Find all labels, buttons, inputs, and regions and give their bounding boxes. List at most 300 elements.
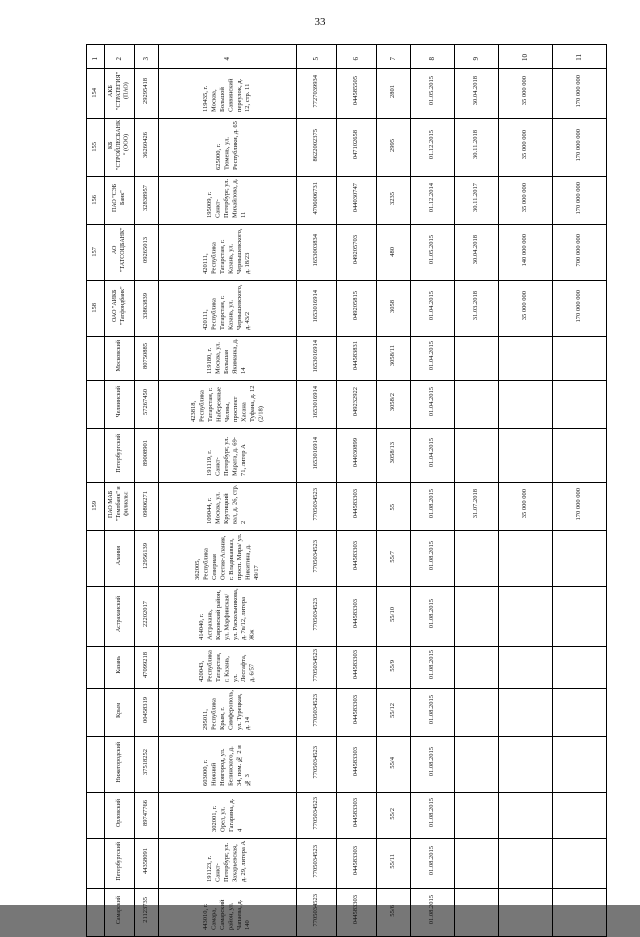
cell-date2: [455, 225, 499, 281]
cell-amt1: [499, 793, 553, 839]
cell-text-address: 625000, г. Тюмень, ул. Республики, д. 65: [214, 121, 239, 170]
cell-text-reg: 55/4: [389, 756, 397, 769]
cell-text-inn: 1653016914: [312, 436, 320, 470]
cell-text-code: 57267450: [142, 389, 150, 415]
cell-text-reg: 480: [389, 246, 397, 257]
cell-address: [159, 839, 297, 889]
cell-date2: [455, 793, 499, 839]
cell-text-amt1: 35 000 000: [521, 489, 529, 519]
column-number-label: 7: [388, 57, 397, 61]
cell-text-address: 603000, г. Нижний Новгород, ул. Белинского, д. 34, пом. № 2 и № 3: [202, 745, 252, 786]
column-number-label: 5: [311, 57, 320, 61]
column-number-label: 6: [351, 57, 360, 61]
cell-text-bik: 044030747: [352, 183, 360, 213]
cell-bik: [337, 69, 377, 119]
cell-date2: [455, 119, 499, 177]
cell-text-name: Астраханский: [115, 596, 122, 632]
cell-text-amt2: 170 000 000: [575, 74, 583, 108]
cell-amt2: [553, 647, 607, 689]
cell-text-address: 420111, Республика Татарстан, г. Казань, ул. Чернышевского, д. 43/2: [202, 284, 252, 330]
cell-bik: [337, 119, 377, 177]
cell-code: [135, 737, 159, 793]
cell-text-amt1: 35 000 000: [521, 291, 529, 321]
cell-text-num: 155: [91, 141, 99, 152]
cell-date2: [455, 381, 499, 429]
cell-text-code: 80750885: [142, 343, 150, 369]
cell-text-amt1: 35 000 000: [521, 183, 529, 213]
cell-text-bik: 044583831: [352, 341, 360, 371]
cell-inn: [297, 647, 337, 689]
cell-text-inn: 7705034523: [312, 844, 320, 878]
cell-inn: [297, 587, 337, 647]
cell-text-inn: 1653016914: [312, 385, 320, 419]
cell-text-name: Казань: [115, 656, 122, 674]
cell-text-name: Нижегородский: [115, 741, 122, 783]
cell-num: [87, 119, 105, 177]
cell-amt1: [499, 737, 553, 793]
cell-text-amt1: 35 000 000: [521, 76, 529, 106]
cell-inn: [297, 69, 337, 119]
table-row: [87, 689, 607, 737]
cell-amt2: [553, 793, 607, 839]
cell-reg: [377, 647, 411, 689]
cell-name: [105, 889, 135, 937]
cell-code: [135, 119, 159, 177]
cell-text-address: 302001, г. Орел, ул. Гагарина, д. 4: [210, 798, 243, 832]
cell-text-code: 47099218: [142, 652, 150, 678]
cell-text-inn: 7705034523: [312, 893, 320, 927]
cell-bik: [337, 429, 377, 483]
cell-reg: [377, 587, 411, 647]
cell-amt2: [553, 737, 607, 793]
cell-amt2: [553, 587, 607, 647]
cell-text-amt2: 700 000 000: [575, 233, 583, 267]
cell-inn: [297, 689, 337, 737]
table-row: [87, 337, 607, 381]
cell-text-amt2: 170 000 000: [575, 487, 583, 521]
cell-address: [159, 483, 297, 531]
cell-bik: [337, 381, 377, 429]
cell-address: [159, 177, 297, 225]
column-number-header: [105, 45, 135, 69]
table-row: [87, 737, 607, 793]
column-number-label: 4: [222, 57, 231, 61]
cell-address: [159, 889, 297, 937]
cell-address: [159, 429, 297, 483]
cell-text-inn: 1653016914: [312, 339, 320, 373]
cell-inn: [297, 429, 337, 483]
cell-text-code: 29295418: [142, 78, 150, 104]
cell-bik: [337, 337, 377, 381]
cell-num: [87, 429, 105, 483]
cell-text-address: 420111, Республика Татарстан, г. Казань, ул. Чернышевского, д. 18/23: [202, 228, 252, 274]
cell-date1: [411, 793, 455, 839]
cell-text-name: ПАО "СЭБ Банк": [111, 183, 126, 213]
cell-code: [135, 647, 159, 689]
cell-amt2: [553, 177, 607, 225]
cell-name: [105, 429, 135, 483]
cell-text-inn: 7705034523: [312, 745, 320, 779]
cell-name: [105, 839, 135, 889]
cell-name: [105, 737, 135, 793]
cell-name: [105, 337, 135, 381]
cell-date1: [411, 119, 455, 177]
cell-text-amt2: 170 000 000: [575, 181, 583, 215]
cell-bik: [337, 177, 377, 225]
cell-reg: [377, 429, 411, 483]
cell-date2: [455, 69, 499, 119]
page-number: 33: [314, 16, 326, 28]
column-number-header: [135, 45, 159, 69]
cell-date2: [455, 531, 499, 587]
cell-date2: [455, 839, 499, 889]
cell-text-bik: 044583303: [352, 798, 360, 828]
cell-text-reg: 2995: [389, 138, 397, 152]
cell-text-reg: 55/2: [389, 807, 397, 820]
cell-reg: [377, 381, 411, 429]
cell-code: [135, 483, 159, 531]
cell-date2: [455, 889, 499, 937]
cell-text-inn: 8622002375: [312, 128, 320, 162]
cell-text-date1: 01.08.2015: [428, 695, 436, 725]
cell-date2: [455, 737, 499, 793]
cell-text-bik: 044583303: [352, 895, 360, 925]
cell-text-name: Самарский: [115, 895, 122, 925]
cell-amt1: [499, 119, 553, 177]
cell-text-address: 109044, г. Москва, ул. Крутицкий вал, д. 26, стр. 2: [206, 484, 248, 524]
cell-text-bik: 049232922: [352, 387, 360, 417]
cell-bik: [337, 737, 377, 793]
cell-inn: [297, 381, 337, 429]
table-row: [87, 531, 607, 587]
cell-date1: [411, 889, 455, 937]
cell-date2: [455, 647, 499, 689]
cell-inn: [297, 225, 337, 281]
cell-text-code: 89747766: [142, 800, 150, 826]
cell-amt2: [553, 337, 607, 381]
cell-text-reg: 3058/2: [389, 392, 397, 412]
cell-name: [105, 483, 135, 531]
cell-date1: [411, 225, 455, 281]
cell-text-reg: 3058: [389, 299, 397, 313]
cell-amt1: [499, 647, 553, 689]
cell-text-reg: 55/9: [389, 659, 397, 672]
column-number-label: 8: [427, 57, 436, 61]
cell-text-name: Крым: [115, 702, 122, 718]
cell-amt2: [553, 381, 607, 429]
cell-num: [87, 225, 105, 281]
cell-date2: [455, 337, 499, 381]
cell-text-num: 157: [91, 246, 99, 257]
cell-text-reg: 55/12: [389, 702, 397, 718]
cell-text-reg: 2801: [389, 84, 397, 98]
cell-amt1: [499, 281, 553, 337]
cell-code: [135, 429, 159, 483]
cell-reg: [377, 689, 411, 737]
cell-code: [135, 381, 159, 429]
cell-text-num: 154: [91, 87, 99, 98]
cell-text-date1: 01.12.2014: [428, 183, 436, 213]
table-row: [87, 889, 607, 937]
cell-amt1: [499, 381, 553, 429]
cell-name: [105, 531, 135, 587]
cell-text-name: КБ "СТРОЙЛЕСБАНК" (ООО): [107, 120, 130, 170]
cell-text-inn: 7705034523: [312, 539, 320, 573]
cell-text-address: 443010, г. Самара, Самарский район, ул. Чапаева, д. 140: [202, 899, 252, 930]
cell-text-bik: 047102658: [352, 130, 360, 160]
column-number-label: 1: [90, 57, 99, 61]
cell-code: [135, 531, 159, 587]
cell-inn: [297, 737, 337, 793]
cell-text-amt2: 170 000 000: [575, 128, 583, 162]
cell-amt2: [553, 225, 607, 281]
column-number-header: [499, 45, 553, 69]
cell-reg: [377, 119, 411, 177]
cell-text-inn: 7705034523: [312, 648, 320, 682]
cell-text-address: 195009, г. Санкт-Петербург, ул. Михайлова, д. 11: [206, 178, 248, 218]
cell-text-date1: 01.04.2015: [428, 341, 436, 371]
cell-amt2: [553, 839, 607, 889]
cell-bik: [337, 225, 377, 281]
cell-text-date1: 01.08.2015: [428, 650, 436, 680]
cell-text-date2: 31.07.2018: [472, 489, 480, 519]
cell-address: [159, 69, 297, 119]
table-row: [87, 587, 607, 647]
cell-text-address: 191119, г. Санкт-Петербург, ул. Марата, д. 69-71, литер А: [206, 436, 248, 476]
cell-text-code: 89008901: [142, 440, 150, 466]
cell-text-code: 36260426: [142, 132, 150, 158]
cell-text-date1: 01.08.2015: [428, 798, 436, 828]
cell-reg: [377, 889, 411, 937]
cell-num: [87, 381, 105, 429]
cell-num: [87, 889, 105, 937]
cell-date1: [411, 337, 455, 381]
table-row: [87, 69, 607, 119]
cell-text-name: Московский: [115, 340, 122, 372]
cell-text-name: Петербургский: [115, 433, 122, 473]
column-number-header: [159, 45, 297, 69]
cell-text-date1: 01.04.2015: [428, 438, 436, 468]
cell-text-name: Петербургский: [115, 841, 122, 881]
cell-date1: [411, 177, 455, 225]
table-row: [87, 429, 607, 483]
cell-text-inn: 7705034523: [312, 796, 320, 830]
cell-text-date2: 30.11.2018: [472, 130, 480, 160]
cell-text-name: ПАО МАБ "Темпбанк" и филиалы:: [107, 486, 130, 522]
cell-text-name: АКБ "СТРАТЕГИЯ" (ПАО): [107, 71, 130, 111]
cell-date1: [411, 647, 455, 689]
cell-name: [105, 281, 135, 337]
cell-amt2: [553, 689, 607, 737]
cell-address: [159, 281, 297, 337]
cell-amt1: [499, 531, 553, 587]
cell-text-date1: 01.08.2015: [428, 489, 436, 519]
cell-text-date2: 31.03.2018: [472, 291, 480, 321]
cell-reg: [377, 69, 411, 119]
cell-text-date1: 01.08.2015: [428, 599, 436, 629]
cell-text-code: 09806271: [142, 491, 150, 517]
cell-num: [87, 587, 105, 647]
cell-num: [87, 839, 105, 889]
cell-text-name: ОАО "АИКБ "Татфондбанк": [111, 286, 126, 326]
table-row: [87, 647, 607, 689]
cell-text-date1: 01.12.2015: [428, 130, 436, 160]
cell-text-reg: 55/6: [389, 904, 397, 917]
cell-code: [135, 69, 159, 119]
cell-text-bik: 044583303: [352, 489, 360, 519]
cell-text-address: 414040, г. Астрахань, Кировский район, ул. Марфинская/ ул. Раскольникова, д. 7в/12, литера Жж: [197, 588, 256, 640]
cell-address: [159, 531, 297, 587]
cell-amt1: [499, 429, 553, 483]
cell-text-amt1: 35 000 000: [521, 130, 529, 160]
cell-reg: [377, 839, 411, 889]
cell-date2: [455, 689, 499, 737]
column-number-label: 10: [520, 53, 529, 61]
cell-text-num: 158: [91, 302, 99, 313]
cell-inn: [297, 337, 337, 381]
cell-text-bik: 044583303: [352, 695, 360, 725]
cell-address: [159, 225, 297, 281]
cell-bik: [337, 483, 377, 531]
cell-name: [105, 647, 135, 689]
table-row: [87, 839, 607, 889]
table-row: [87, 793, 607, 839]
cell-inn: [297, 177, 337, 225]
cell-text-date1: 01.08.2015: [428, 747, 436, 777]
cell-address: [159, 793, 297, 839]
cell-inn: [297, 483, 337, 531]
cell-num: [87, 281, 105, 337]
cell-name: [105, 119, 135, 177]
cell-name: [105, 225, 135, 281]
cell-name: [105, 381, 135, 429]
cell-text-address: 420043, Республика Татарстан, г. Казань, ул. Лесгафта, д. 6/57: [197, 650, 256, 682]
cell-text-reg: 55/11: [389, 853, 397, 869]
cell-amt1: [499, 839, 553, 889]
cell-amt1: [499, 225, 553, 281]
cell-date2: [455, 177, 499, 225]
cell-text-reg: 3235: [389, 191, 397, 205]
cell-text-name: Орловский: [115, 798, 122, 828]
cell-amt2: [553, 281, 607, 337]
cell-text-date1: 01.08.2015: [428, 895, 436, 925]
column-number-header: [411, 45, 455, 69]
cell-num: [87, 483, 105, 531]
cell-text-code: 21123735: [142, 897, 150, 923]
cell-name: [105, 689, 135, 737]
cell-date1: [411, 531, 455, 587]
cell-text-code: 32838957: [142, 185, 150, 211]
cell-date1: [411, 429, 455, 483]
cell-date2: [455, 587, 499, 647]
cell-name: [105, 69, 135, 119]
cell-text-address: 191123, г. Санкт-Петербург, ул. Захарьевская, д. 29, литера А: [206, 840, 248, 882]
cell-text-name: Алания: [115, 546, 122, 566]
cell-inn: [297, 281, 337, 337]
cell-bik: [337, 689, 377, 737]
cell-inn: [297, 839, 337, 889]
cell-date1: [411, 281, 455, 337]
column-number-header: [297, 45, 337, 69]
table-row: [87, 483, 607, 531]
cell-date1: [411, 737, 455, 793]
table-row: [87, 225, 607, 281]
cell-date1: [411, 587, 455, 647]
cell-num: [87, 689, 105, 737]
column-number-label: 9: [471, 57, 480, 61]
cell-inn: [297, 889, 337, 937]
cell-text-code: 33863839: [142, 293, 150, 319]
cell-text-date1: 01.05.2015: [428, 76, 436, 106]
cell-text-date1: 01.08.2015: [428, 846, 436, 876]
cell-date2: [455, 281, 499, 337]
cell-reg: [377, 483, 411, 531]
cell-amt1: [499, 689, 553, 737]
cell-text-address: 362005, Республика Северная Осетия-Алания, г. Владикавказ, просп. Мира/ ул. Никитина, д. 49/17: [193, 533, 260, 580]
cell-text-reg: 3058/11: [389, 345, 397, 367]
cell-code: [135, 889, 159, 937]
cell-code: [135, 689, 159, 737]
cell-reg: [377, 531, 411, 587]
cell-address: [159, 119, 297, 177]
cell-text-date1: 01.04.2015: [428, 387, 436, 417]
cell-text-num: 159: [91, 500, 99, 511]
column-number-header: [337, 45, 377, 69]
cell-text-date2: 30.04.2018: [472, 76, 480, 106]
cell-num: [87, 737, 105, 793]
cell-date1: [411, 483, 455, 531]
cell-text-reg: 3058/13: [389, 442, 397, 464]
cell-num: [87, 177, 105, 225]
cell-text-bik: 044583303: [352, 747, 360, 777]
cell-text-code: 44358091: [142, 848, 150, 874]
cell-text-date2: 30.11.2017: [472, 183, 480, 213]
table-head: [87, 45, 607, 69]
cell-num: [87, 531, 105, 587]
cell-text-code: 12956139: [142, 543, 150, 569]
cell-address: [159, 337, 297, 381]
cell-date1: [411, 839, 455, 889]
cell-amt1: [499, 889, 553, 937]
cell-code: [135, 281, 159, 337]
cell-reg: [377, 737, 411, 793]
cell-text-reg: 55/7: [389, 550, 397, 563]
cell-amt1: [499, 69, 553, 119]
banks-table: [86, 44, 607, 937]
cell-text-inn: 4706006731: [312, 181, 320, 215]
cell-reg: [377, 281, 411, 337]
cell-amt2: [553, 889, 607, 937]
cell-text-reg: 55/10: [389, 606, 397, 622]
cell-text-bik: 044583303: [352, 599, 360, 629]
cell-text-bik: 044030899: [352, 438, 360, 468]
table-row: [87, 281, 607, 337]
cell-inn: [297, 119, 337, 177]
cell-address: [159, 737, 297, 793]
cell-text-amt1: 140 000 000: [521, 233, 529, 267]
column-number-label: 3: [141, 57, 150, 61]
cell-text-num: 156: [91, 194, 99, 205]
column-number-label: 11: [574, 53, 583, 61]
cell-inn: [297, 793, 337, 839]
cell-reg: [377, 793, 411, 839]
cell-name: [105, 177, 135, 225]
cell-amt2: [553, 429, 607, 483]
column-number-header: [377, 45, 411, 69]
column-number-header: [455, 45, 499, 69]
column-number-header: [553, 45, 607, 69]
cell-text-inn: 7727039934: [312, 74, 320, 108]
